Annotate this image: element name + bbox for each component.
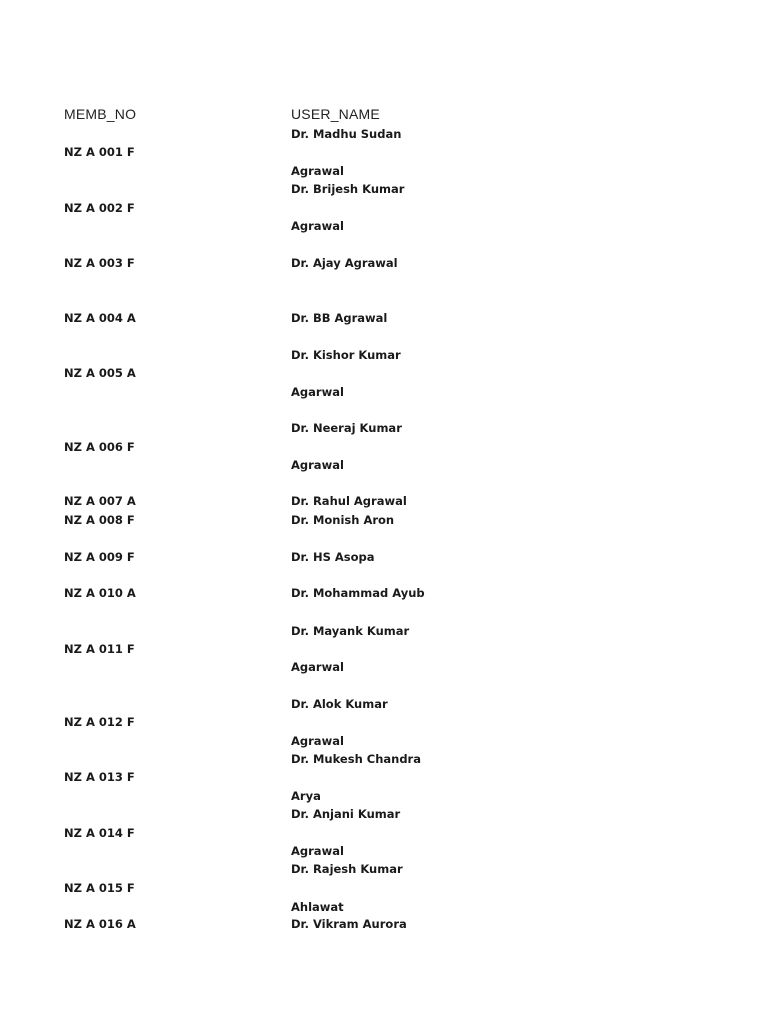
user-name-cell: Dr. Rajesh Kumar [291, 862, 403, 876]
memb-no-cell: NZ A 013 F [64, 770, 135, 784]
user-name-cell-continued: Agrawal [291, 844, 344, 858]
memb-no-cell: NZ A 005 A [64, 366, 136, 380]
memb-no-cell: NZ A 012 F [64, 715, 135, 729]
user-name-cell: Dr. Rahul Agrawal [291, 494, 407, 508]
memb-no-cell: NZ A 008 F [64, 513, 135, 527]
memb-no-cell: NZ A 015 F [64, 881, 135, 895]
user-name-cell: Dr. Mukesh Chandra [291, 752, 421, 766]
user-name-cell: Dr. Vikram Aurora [291, 917, 407, 931]
memb-no-cell: NZ A 004 A [64, 311, 136, 325]
user-name-cell: Dr. BB Agrawal [291, 311, 388, 325]
user-name-cell: Dr. Neeraj Kumar [291, 421, 402, 435]
column-header-user-name: USER_NAME [291, 106, 380, 122]
user-name-cell-continued: Ahlawat [291, 900, 344, 914]
user-name-cell-continued: Agrawal [291, 734, 344, 748]
memb-no-cell: NZ A 001 F [64, 145, 135, 159]
memb-no-cell: NZ A 016 A [64, 917, 136, 931]
user-name-cell: Dr. Brijesh Kumar [291, 182, 405, 196]
memb-no-cell: NZ A 007 A [64, 494, 136, 508]
memb-no-cell: NZ A 011 F [64, 642, 135, 656]
memb-no-cell: NZ A 014 F [64, 826, 135, 840]
user-name-cell: Dr. Alok Kumar [291, 697, 388, 711]
memb-no-cell: NZ A 003 F [64, 256, 135, 270]
user-name-cell: Dr. Mohammad Ayub [291, 586, 425, 600]
user-name-cell-continued: Agrawal [291, 164, 344, 178]
user-name-cell: Dr. Ajay Agrawal [291, 256, 398, 270]
user-name-cell-continued: Agrawal [291, 458, 344, 472]
user-name-cell: Dr. Monish Aron [291, 513, 395, 527]
user-name-cell: Dr. Mayank Kumar [291, 624, 410, 638]
user-name-cell: Dr. Madhu Sudan [291, 127, 402, 141]
user-name-cell-continued: Agarwal [291, 660, 344, 674]
column-header-memb-no: MEMB_NO [64, 106, 137, 122]
user-name-cell-continued: Arya [291, 789, 321, 803]
memb-no-cell: NZ A 006 F [64, 440, 135, 454]
memb-no-cell: NZ A 002 F [64, 201, 135, 215]
memb-no-cell: NZ A 010 A [64, 586, 136, 600]
user-name-cell-continued: Agrawal [291, 219, 344, 233]
user-name-cell: Dr. Anjani Kumar [291, 807, 401, 821]
memb-no-cell: NZ A 009 F [64, 550, 135, 564]
user-name-cell: Dr. Kishor Kumar [291, 348, 401, 362]
user-name-cell-continued: Agarwal [291, 385, 344, 399]
user-name-cell: Dr. HS Asopa [291, 550, 375, 564]
